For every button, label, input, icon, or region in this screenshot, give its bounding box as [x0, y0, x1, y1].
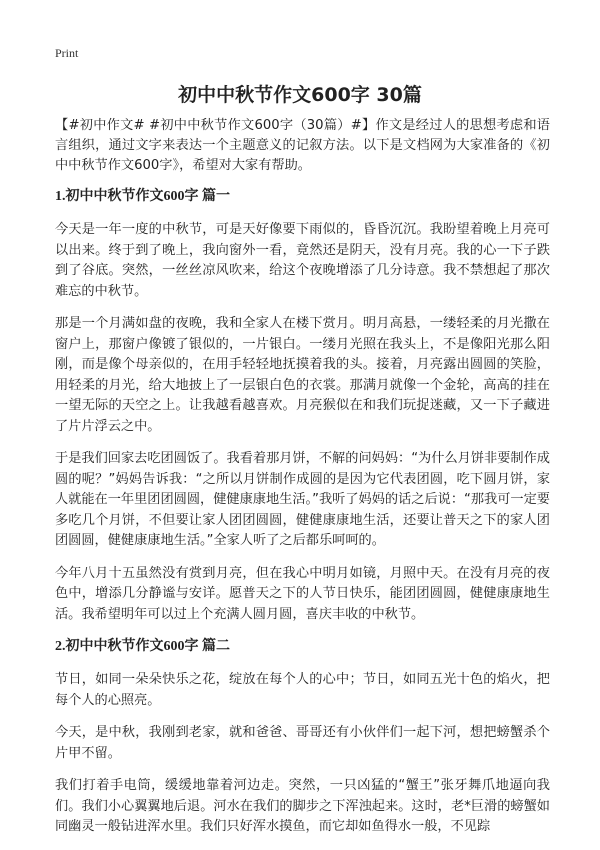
paragraph: 于是我们回家去吃团圆饭了。我看着那月饼，不解的问妈妈：“为什么月饼非要制作成圆的呢？”妈妈告诉我：“之所以月饼制作成圆的是因为它代表团圆，吃下圆月饼，家人就能在一年里团团圆圆，健健康康地生活。”我听了妈妈的话之后说：“那我可一定要多吃几个月饼，不但要让家人团团圆圆，健健康康地生活，还要让普天之下的家人团团圆圆，健健康康地生活。”全家人听了之后都乐呵呵的。: [55, 451, 550, 548]
paragraph: 今天，是中秋，我刚到老家，就和爸爸、哥哥还有小伙伴们一起下河，想把螃蟹杀个片甲不留。: [55, 725, 550, 761]
print-link[interactable]: Print: [55, 46, 79, 60]
section-2: [55, 637, 550, 838]
intro-paragraph: 【#初中作文# #初中中秋节作文600字（30篇）#】作文是经过人的思想考虑和语言组织，通过文字来表达一个主题意义的记叙方法。以下是文档网为大家准备的《初中中秋节作文600字》，希望对大家有帮助。: [55, 118, 550, 173]
paragraph: 今天是一年一度的中秋节，可是天好像要下雨似的，昏昏沉沉。我盼望着晚上月亮可以出来。终于到了晚上，我向窗外一看，竟然还是阴天，没有月亮。我的心一下子跌到了谷底。突然，一丝丝凉风吹来，给这个夜晚增添了几分诗意。我不禁想起了那次难忘的中秋节。: [55, 222, 550, 299]
paragraph: 节日，如同一朵朵快乐之花，绽放在每个人的心中；节日，如同五光十色的焰火，把每个人的心照亮。: [55, 672, 550, 708]
paragraph: 那是一个月满如盘的夜晚，我和全家人在楼下赏月。明月高悬，一缕轻柔的月光撒在窗户上，那窗户像镀了银似的，一片银白。一缕月光照在我头上，不是像阳光那么阳刚，而是像个母亲似的，在用手轻轻地抚摸着我的头。接着，月亮露出圆圆的笑脸，用轻柔的月光，给大地披上了一层银白色的衣裳。那满月就像一个金轮，高高的挂在一望无际的天空之上。让我越看越喜欢。月亮猴似在和我们玩捉迷藏，又一下子藏进了片片浮云之中。: [55, 316, 550, 434]
section-heading: 2.初中中秋节作文600字 篇二: [55, 639, 230, 654]
paragraph: 我们打着手电筒，缓缓地靠着河边走。突然，一只凶猛的“蟹王”张牙舞爪地逼向我们。我们小心翼翼地后退。河水在我们的脚步之下浑浊起来。这时，老*巨滑的螃蟹如同幽灵一般钻进浑水里。我们只好浑水摸鱼，而它却如鱼得水一般，不见踪: [55, 778, 550, 834]
paragraph: 今年八月十五虽然没有赏到月亮，但在我心中明月如镜，月照中天。在没有月亮的夜色中，增添几分静谧与安详。愿普天之下的人节日快乐，能团团圆圆，健健康康地生活。我希望明年可以过上个充满人圆月圆，喜庆丰收的中秋节。: [55, 565, 550, 622]
article-body: [55, 116, 550, 850]
section-1: [55, 187, 550, 625]
section-heading: 1.初中中秋节作文600字 篇一: [55, 189, 230, 204]
page-title: 初中中秋节作文600字 30篇: [178, 84, 422, 106]
